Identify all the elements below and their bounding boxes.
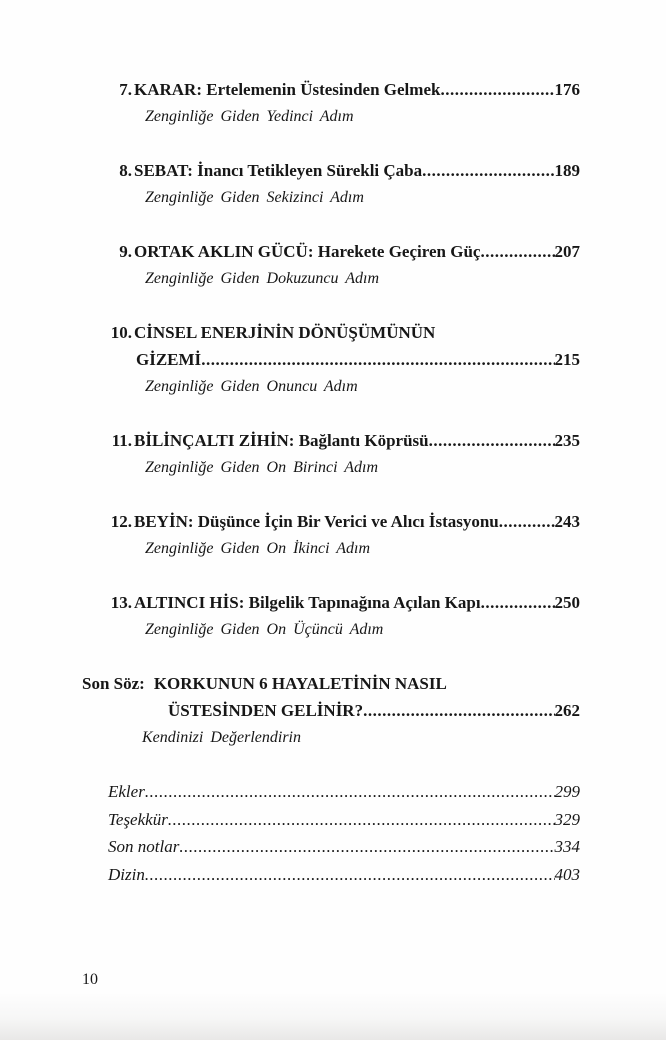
toc-entries (82, 76, 580, 643)
epilogue-label: Son Söz: (82, 674, 145, 693)
toc-entry-page-number: 243 (554, 512, 580, 531)
toc-entry-title: CİNSEL ENERJİNİN DÖNÜŞÜMÜNÜN (134, 323, 436, 342)
toc-entry-subtitle: Zenginliğe Giden Yedinci Adım (145, 108, 354, 125)
dot-leader (145, 778, 555, 806)
toc-entry-line (108, 346, 580, 373)
dot-leader (201, 346, 554, 373)
back-matter-label: Teşekkür (108, 809, 168, 829)
back-matter-page-number: 329 (554, 809, 580, 829)
toc-entry-subtitle: Zenginliğe Giden Onuncu Adım (145, 378, 358, 395)
back-matter-page-number: 334 (554, 837, 580, 856)
toc-entry-number: 12. (110, 512, 132, 531)
toc-entry (108, 319, 580, 400)
dot-leader (168, 806, 555, 834)
toc-entry (108, 589, 580, 643)
table-of-contents (82, 76, 580, 888)
dot-leader (429, 427, 555, 454)
toc-entry-subtitle: Zenginliğe Giden Dokuzuncu Adım (145, 270, 380, 287)
toc-entry-line (108, 319, 580, 346)
epilogue-title: KORKUNUN 6 HAYALETİNİN NASIL (153, 674, 447, 693)
toc-entry-subtitle: Zenginliğe Giden On Üçüncü Adım (145, 621, 384, 638)
back-matter-row (108, 861, 580, 889)
epilogue-line (82, 697, 580, 724)
back-matter-label: Ekler (108, 782, 145, 801)
toc-entry-title: GİZEMİ (136, 350, 202, 369)
toc-entry-subtitle: Zenginliğe Giden On Birinci Adım (145, 459, 379, 476)
toc-entry-title: ORTAK AKLIN GÜCÜ: Harekete Geçiren Güç (134, 242, 481, 261)
toc-entry-number: 13. (110, 593, 132, 612)
epilogue-title-continued: ÜSTESİNDEN GELİNİR? (168, 701, 364, 720)
toc-entry-title: BİLİNÇALTI ZİHİN: Bağlantı Köprüsü (134, 431, 429, 450)
dot-leader (481, 589, 555, 616)
toc-entry-page-number: 189 (554, 161, 580, 180)
toc-entry-page-number: 215 (554, 350, 580, 369)
dot-leader (499, 508, 555, 535)
epilogue-line (82, 670, 580, 697)
toc-entry (108, 76, 580, 130)
back-matter-list (108, 778, 580, 888)
toc-entry (108, 508, 580, 562)
dot-leader (480, 238, 554, 265)
dot-leader (422, 157, 554, 184)
toc-entry-line (108, 238, 580, 265)
back-matter-label: Dizin (108, 864, 145, 884)
toc-entry (108, 157, 580, 211)
toc-entry-title: ALTINCI HİS: Bilgelik Tapınağına Açılan Kapı (134, 593, 481, 612)
back-matter-page-number: 403 (554, 864, 580, 884)
toc-entry-page-number: 176 (554, 80, 580, 99)
toc-entry-line (108, 427, 580, 454)
dot-leader (363, 697, 554, 724)
toc-entry-number: 9. (119, 242, 132, 261)
back-matter-row (108, 833, 580, 861)
back-matter-row (108, 806, 580, 834)
dot-leader (440, 76, 554, 103)
toc-entry-number: 10. (110, 323, 132, 342)
toc-entry-line (108, 508, 580, 535)
toc-entry (108, 238, 580, 292)
toc-epilogue (82, 670, 580, 751)
back-matter-page-number: 299 (554, 782, 580, 801)
toc-entry-number: 8. (119, 161, 132, 180)
toc-entry-line (108, 157, 580, 184)
toc-entry-number: 11. (111, 431, 132, 450)
toc-entry-page-number: 250 (554, 593, 580, 612)
back-matter-row (108, 778, 580, 806)
back-matter-label: Son notlar (108, 837, 180, 856)
toc-entry-title: SEBAT: İnancı Tetikleyen Sürekli Çaba (134, 161, 423, 180)
toc-entry-line (108, 76, 580, 103)
toc-entry-title: BEYİN: Düşünce İçin Bir Verici ve Alıcı İstasyonu (134, 512, 499, 531)
toc-entry-title: KARAR: Ertelemenin Üstesinden Gelmek (134, 80, 441, 99)
epilogue-subtitle: Kendinizi Değerlendirin (142, 729, 301, 746)
dot-leader (145, 861, 555, 889)
epilogue-page-number: 262 (554, 701, 580, 720)
toc-entry-number: 7. (119, 80, 132, 99)
page-number: 10 (82, 971, 98, 988)
toc-entry-subtitle: Zenginliğe Giden On İkinci Adım (145, 540, 370, 557)
toc-entry (108, 427, 580, 481)
dot-leader (179, 833, 554, 861)
toc-entry-page-number: 235 (554, 431, 580, 450)
toc-entry-line (108, 589, 580, 616)
toc-entry-page-number: 207 (554, 242, 580, 261)
toc-entry-subtitle: Zenginliğe Giden Sekizinci Adım (145, 189, 364, 206)
